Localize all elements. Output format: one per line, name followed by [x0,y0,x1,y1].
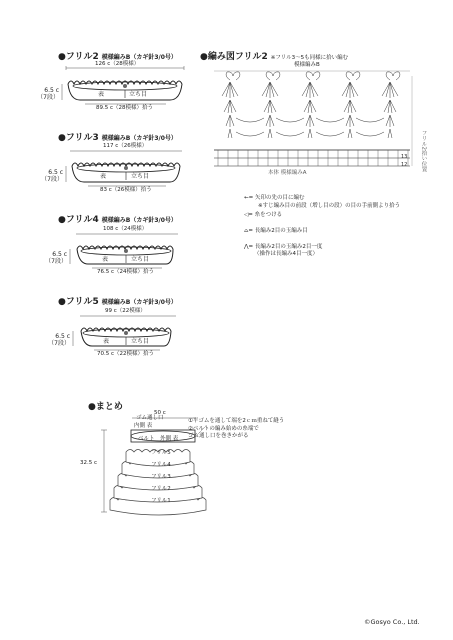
frill4-title: ●フリル4 模様編みB（カギ針3/0号） [58,215,177,225]
chart-title: ●編み図フリル2 ※フリル3〜5も同様に拾い編む [200,52,349,62]
frill5-bottom-dimension: 70.5 c（22模様）拾う [97,351,155,357]
frill3-front-label: 表 [100,173,107,180]
frill5-title: ●フリル5 模様編みB（カギ針3/0号） [58,297,177,307]
tier-frill1: フリル1 [151,498,171,504]
frill2-height: 6.5 c （7段） [37,87,59,101]
frill2-front-label: 表 [98,91,105,98]
legend-note: ※すじ編み目の前段（増し目の段）の目の手前側より拾う [258,203,401,209]
chart-side-label: フリル2拾い位置 [420,130,427,172]
frill2-start-label: 立ち目 [129,91,148,98]
yarn-join-icon: ◁ [244,212,249,218]
frill3-top-dimension: 117 c（26模様） [103,143,148,149]
frill5-start-label: 立ち目 [131,338,150,345]
frill2-title: ●フリル2 模様編みB（カギ針3/0号） [58,52,177,62]
summary-width: 50 c [154,410,166,416]
row-13-label: 13 [401,154,408,160]
summary-note-1: ①平ゴムを通して端を2ｃｍ重ねて縫う [188,418,285,424]
legend-arrow: ←= 矢印の先の目に編む [244,195,305,201]
summary-note-2: ②ベルトの編み始めの糸端で [188,426,259,432]
summary-note-3: ゴム通し口を巻きかがる [188,433,249,439]
frill4-start-label: 立ち目 [131,256,150,263]
frill3-height: 6.5 c （7段） [41,169,63,183]
chart-body-label: 本体 模様編みA [268,170,307,176]
belt-label: ベルト 外側 表 [138,436,179,442]
tier-frill2: フリル2 [151,486,171,492]
bobble-icon: ⌓ [244,228,249,234]
tier-frill5: フリル5 [151,450,171,456]
frill4-bottom-dimension: 76.5 c（24模様）拾う [97,269,155,275]
frill3-bottom-dimension: 83 c（26模様）拾う [100,187,152,193]
frill5-height: 6.5 c （7段） [48,333,70,347]
legend-bobble2: ⋀= 長編み2目の玉編み2目一度 （操作は長編み4目一度） [244,244,323,257]
elastic-opening-label: ゴム通し口 [136,415,164,421]
legend-cut: ◁= 糸をつける [244,212,283,218]
copyright: ©Gosyo Co., Ltd. [364,618,420,626]
frill5-front-label: 表 [103,338,110,345]
frill5-top-dimension: 99 c（22模様） [105,308,146,314]
tier-frill4: フリル4 [151,462,171,468]
frill4-height: 6.5 c （7段） [45,251,67,265]
frill2-top-dimension: 126 c（28模様） [95,61,140,67]
frill4-top-dimension: 108 c（24模様） [103,226,148,232]
tier-frill3: フリル3 [151,474,171,480]
frill4-front-label: 表 [102,256,109,263]
bobble-cluster-icon: ⋀ [244,244,249,250]
inside-label: 内側 表 [134,423,153,429]
arrow-icon: ← [244,195,249,201]
legend-bobble: ⌓= 長編み2目の玉編み目 [244,228,308,234]
summary-height: 32.5 c [80,460,98,466]
chart-pattern-label: 模様編みB [294,62,320,68]
frill3-title: ●フリル3 模様編みB（カギ針3/0号） [58,133,177,143]
summary-title: ●まとめ [88,402,123,412]
frill2-bottom-dimension: 89.5 c（28模様）拾う [96,105,154,111]
frill3-start-label: 立ち目 [131,173,150,180]
row-12-label: 12 [401,162,408,168]
